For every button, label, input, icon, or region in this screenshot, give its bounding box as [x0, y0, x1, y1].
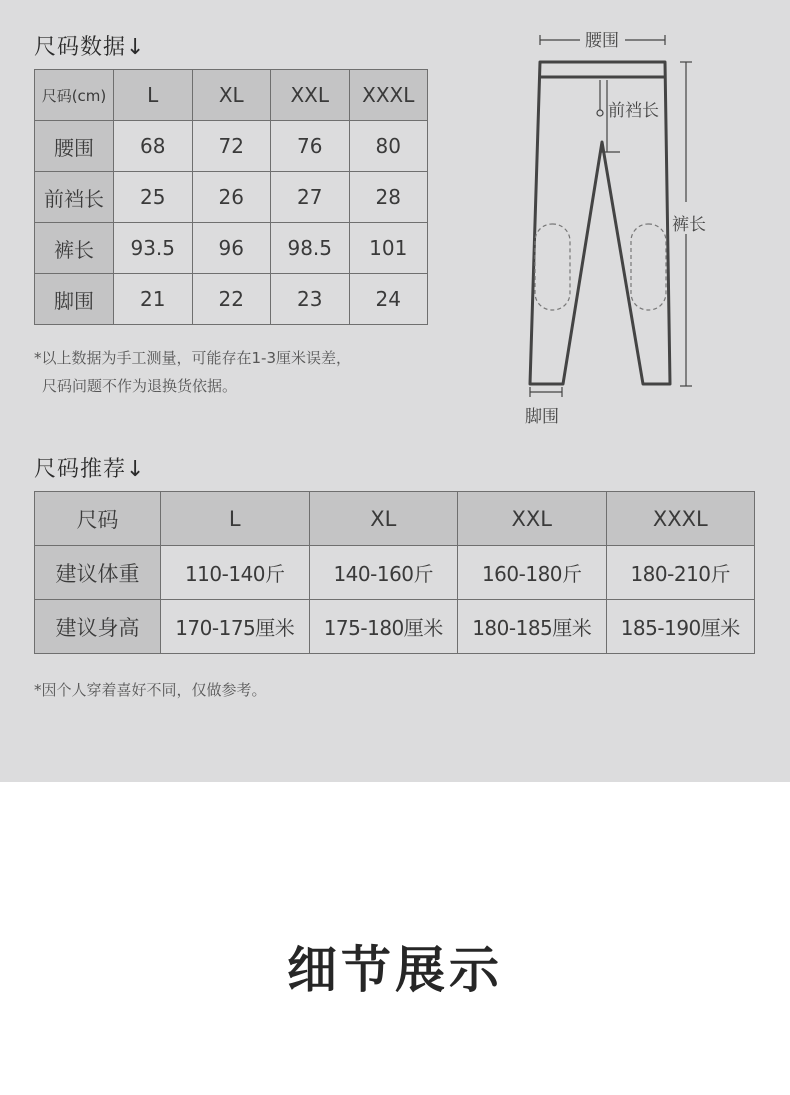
rise-label: 前裆长	[608, 101, 659, 121]
row-label: 脚围	[35, 274, 114, 325]
measurement-note-line2: 尺码问题不作为退换货依据。	[42, 377, 238, 395]
table-cell: 22	[192, 274, 271, 325]
table-cell: 180-210斤	[606, 546, 755, 600]
table-cell: 27	[271, 172, 350, 223]
table-cell: 170-175厘米	[161, 600, 310, 654]
length-label: 裤长	[672, 215, 706, 235]
table-header-cell: 尺码	[35, 492, 161, 546]
row-label: 裤长	[35, 223, 114, 274]
table-header-cell: 尺码(cm)	[35, 70, 114, 121]
table-cell: 23	[271, 274, 350, 325]
row-label: 建议体重	[35, 546, 161, 600]
right-knee-patch	[631, 224, 666, 310]
size-recommend-heading	[34, 452, 145, 483]
left-knee-patch	[535, 224, 570, 310]
table-header-cell: L	[161, 492, 310, 546]
details-title: 细节展示	[287, 941, 503, 999]
table-cell: 25	[114, 172, 193, 223]
row-label: 建议身高	[35, 600, 161, 654]
table-header-cell: XL	[309, 492, 458, 546]
down-arrow-icon: ↓	[126, 457, 146, 482]
table-header-row	[35, 70, 428, 121]
pants-diagram	[500, 22, 730, 432]
row-label: 前裆长	[35, 172, 114, 223]
size-data-title: 尺码数据	[34, 35, 127, 60]
hem-label: 脚围	[525, 407, 559, 427]
table-cell: 175-180厘米	[309, 600, 458, 654]
table-cell: 110-140斤	[161, 546, 310, 600]
down-arrow-icon: ↓	[126, 35, 146, 60]
table-cell: 101	[349, 223, 428, 274]
table-header-cell: XXXL	[606, 492, 755, 546]
table-cell: 98.5	[271, 223, 350, 274]
table-cell: 24	[349, 274, 428, 325]
table-cell: 72	[192, 121, 271, 172]
size-recommend-table	[34, 491, 755, 654]
table-header-cell: XL	[192, 70, 271, 121]
table-row	[35, 546, 755, 600]
table-cell: 68	[114, 121, 193, 172]
table-row	[35, 121, 428, 172]
table-row	[35, 172, 428, 223]
table-header-row	[35, 492, 755, 546]
measurement-note	[34, 344, 351, 400]
table-cell: 21	[114, 274, 193, 325]
size-data-heading	[34, 30, 145, 61]
table-cell: 140-160斤	[309, 546, 458, 600]
table-row	[35, 600, 755, 654]
size-data-table	[34, 69, 428, 325]
table-header-cell: XXXL	[349, 70, 428, 121]
table-cell: 76	[271, 121, 350, 172]
table-cell: 28	[349, 172, 428, 223]
table-header-cell: XXL	[458, 492, 607, 546]
row-label: 腰围	[35, 121, 114, 172]
waist-label: 腰围	[585, 31, 619, 51]
table-cell: 185-190厘米	[606, 600, 755, 654]
table-cell: 26	[192, 172, 271, 223]
rise-measure-dot	[597, 110, 603, 116]
table-row	[35, 223, 428, 274]
table-cell: 80	[349, 121, 428, 172]
table-header-cell: XXL	[271, 70, 350, 121]
table-row	[35, 274, 428, 325]
table-cell: 180-185厘米	[458, 600, 607, 654]
measurement-note-line1: *以上数据为手工测量，可能存在1-3厘米误差，	[34, 349, 352, 367]
table-cell: 93.5	[114, 223, 193, 274]
knee-patches	[535, 224, 666, 310]
size-recommend-title: 尺码推荐	[34, 457, 127, 482]
table-cell: 96	[192, 223, 271, 274]
table-cell: 160-180斤	[458, 546, 607, 600]
recommend-note: *因个人穿着喜好不同，仅做参考。	[34, 681, 267, 699]
table-header-cell: L	[114, 70, 193, 121]
